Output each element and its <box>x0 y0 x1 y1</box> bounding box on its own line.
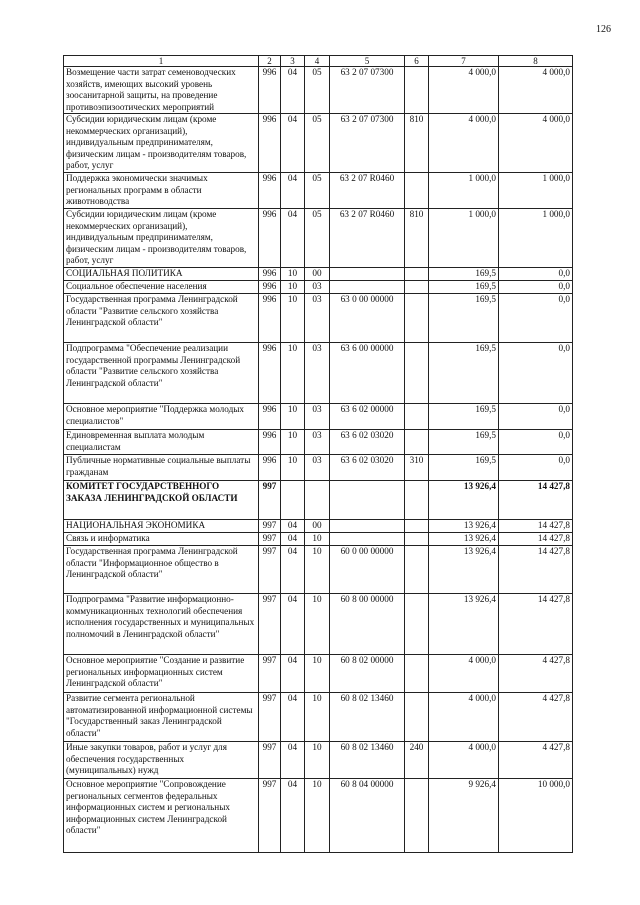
row-target-article: 63 6 02 03020 <box>330 455 405 481</box>
table-row <box>64 481 573 520</box>
row-subsection-code: 00 <box>305 520 330 533</box>
row-amount-year2: 0,0 <box>499 343 573 404</box>
row-amount-year1: 169,5 <box>429 455 499 481</box>
row-amount-year2: 14 427,8 <box>499 546 573 594</box>
row-amount-year2: 4 000,0 <box>499 114 573 173</box>
row-name: Поддержка экономически значимых региональных программ в области животноводства <box>64 173 259 209</box>
row-subsection-code: 03 <box>305 281 330 294</box>
row-name: Субсидии юридическим лицам (кроме некоммерческих организаций), индивидуальным предпринимателям, физическим лицам - производителям товаров, работ, услуг <box>64 114 259 173</box>
row-name: Социальное обеспечение населения <box>64 281 259 294</box>
row-ministry-code: 996 <box>259 430 281 455</box>
row-ministry-code: 996 <box>259 281 281 294</box>
row-subsection-code: 10 <box>305 594 330 655</box>
row-subsection-code: 10 <box>305 546 330 594</box>
budget-table <box>63 55 573 853</box>
table-row <box>64 268 573 281</box>
row-amount-year1: 4 000,0 <box>429 114 499 173</box>
row-amount-year2: 4 427,8 <box>499 742 573 779</box>
row-subsection-code: 10 <box>305 779 330 853</box>
row-subsection-code: 03 <box>305 455 330 481</box>
row-section-code: 04 <box>281 693 305 742</box>
row-expense-type <box>405 546 429 594</box>
row-name: Возмещение части затрат семеноводческих хозяйств, имеющих высокий уровень зоосанитарной защиты, на проведение противоэпизоотических мероприятий <box>64 67 259 114</box>
row-amount-year2: 4 427,8 <box>499 693 573 742</box>
row-ministry-code: 997 <box>259 742 281 779</box>
row-ministry-code: 997 <box>259 655 281 693</box>
row-amount-year1: 169,5 <box>429 294 499 343</box>
row-subsection-code: 03 <box>305 430 330 455</box>
row-amount-year1: 169,5 <box>429 404 499 430</box>
row-amount-year2: 14 427,8 <box>499 481 573 520</box>
row-subsection-code: 10 <box>305 533 330 546</box>
row-ministry-code: 997 <box>259 533 281 546</box>
row-ministry-code: 996 <box>259 209 281 268</box>
row-expense-type <box>405 430 429 455</box>
table-row <box>64 594 573 655</box>
row-ministry-code: 996 <box>259 67 281 114</box>
page-number: 126 <box>596 24 611 35</box>
row-amount-year2: 14 427,8 <box>499 594 573 655</box>
row-name: Государственная программа Ленинградской области "Информационное общество в Ленинградской области" <box>64 546 259 594</box>
row-name: КОМИТЕТ ГОСУДАРСТВЕННОГО ЗАКАЗА ЛЕНИНГРАДСКОЙ ОБЛАСТИ <box>64 481 259 520</box>
row-amount-year1: 13 926,4 <box>429 594 499 655</box>
row-expense-type <box>405 294 429 343</box>
row-amount-year1: 4 000,0 <box>429 655 499 693</box>
table-row <box>64 343 573 404</box>
row-section-code: 04 <box>281 209 305 268</box>
row-expense-type <box>405 173 429 209</box>
row-expense-type <box>405 594 429 655</box>
row-target-article: 60 0 00 00000 <box>330 546 405 594</box>
row-subsection-code: 03 <box>305 294 330 343</box>
row-ministry-code: 996 <box>259 294 281 343</box>
row-name: Связь и информатика <box>64 533 259 546</box>
column-number-row <box>64 56 573 67</box>
row-target-article <box>330 268 405 281</box>
table-row <box>64 430 573 455</box>
row-ministry-code: 997 <box>259 520 281 533</box>
row-name: Основное мероприятие "Создание и развитие региональных информационных систем Ленинградской области" <box>64 655 259 693</box>
row-expense-type <box>405 533 429 546</box>
row-subsection-code: 10 <box>305 693 330 742</box>
row-subsection-code: 05 <box>305 67 330 114</box>
row-ministry-code: 996 <box>259 455 281 481</box>
row-target-article: 63 6 00 00000 <box>330 343 405 404</box>
row-section-code: 04 <box>281 594 305 655</box>
row-amount-year2: 10 000,0 <box>499 779 573 853</box>
row-name: Основное мероприятие "Поддержка молодых специалистов" <box>64 404 259 430</box>
row-subsection-code: 03 <box>305 343 330 404</box>
column-header: 2 <box>259 56 281 67</box>
row-ministry-code: 997 <box>259 779 281 853</box>
row-subsection-code: 05 <box>305 114 330 173</box>
row-section-code: 04 <box>281 520 305 533</box>
row-subsection-code: 10 <box>305 655 330 693</box>
table-row <box>64 520 573 533</box>
row-section-code: 10 <box>281 430 305 455</box>
row-target-article: 60 8 02 00000 <box>330 655 405 693</box>
table-row <box>64 114 573 173</box>
row-section-code: 04 <box>281 114 305 173</box>
row-ministry-code: 996 <box>259 173 281 209</box>
row-expense-type <box>405 520 429 533</box>
row-name: Иные закупки товаров, работ и услуг для обеспечения государственных (муниципальных) нужд <box>64 742 259 779</box>
row-expense-type: 810 <box>405 114 429 173</box>
row-ministry-code: 997 <box>259 693 281 742</box>
row-amount-year1: 4 000,0 <box>429 67 499 114</box>
row-expense-type <box>405 655 429 693</box>
table-row <box>64 404 573 430</box>
row-amount-year2: 4 000,0 <box>499 67 573 114</box>
column-header: 6 <box>405 56 429 67</box>
row-target-article: 63 6 02 03020 <box>330 430 405 455</box>
row-amount-year2: 14 427,8 <box>499 520 573 533</box>
row-name: Подпрограмма "Обеспечение реализации государственной программы Ленинградской области "Развитие сельского хозяйства Ленинградской области" <box>64 343 259 404</box>
row-amount-year1: 169,5 <box>429 268 499 281</box>
table-row <box>64 281 573 294</box>
row-target-article: 63 2 07 R0460 <box>330 173 405 209</box>
row-amount-year1: 13 926,4 <box>429 520 499 533</box>
row-name: СОЦИАЛЬНАЯ ПОЛИТИКА <box>64 268 259 281</box>
row-subsection-code: 10 <box>305 742 330 779</box>
row-expense-type: 810 <box>405 209 429 268</box>
row-amount-year1: 4 000,0 <box>429 693 499 742</box>
row-ministry-code: 997 <box>259 481 281 520</box>
row-target-article: 60 8 02 13460 <box>330 742 405 779</box>
row-amount-year1: 169,5 <box>429 343 499 404</box>
row-section-code: 10 <box>281 268 305 281</box>
row-section-code: 10 <box>281 281 305 294</box>
row-section-code: 10 <box>281 343 305 404</box>
row-section-code: 10 <box>281 455 305 481</box>
row-amount-year1: 169,5 <box>429 430 499 455</box>
row-expense-type: 240 <box>405 742 429 779</box>
row-amount-year2: 1 000,0 <box>499 209 573 268</box>
table-row <box>64 779 573 853</box>
row-ministry-code: 996 <box>259 268 281 281</box>
row-target-article <box>330 481 405 520</box>
row-section-code: 04 <box>281 533 305 546</box>
row-expense-type <box>405 268 429 281</box>
row-ministry-code: 996 <box>259 114 281 173</box>
row-amount-year2: 4 427,8 <box>499 655 573 693</box>
column-header: 3 <box>281 56 305 67</box>
table-row <box>64 173 573 209</box>
row-amount-year1: 13 926,4 <box>429 481 499 520</box>
row-section-code: 04 <box>281 173 305 209</box>
row-subsection-code: 05 <box>305 173 330 209</box>
column-header: 8 <box>499 56 573 67</box>
row-name: Государственная программа Ленинградской области "Развитие сельского хозяйства Ленинградской области" <box>64 294 259 343</box>
row-name: Развитие сегмента региональной автоматизированной информационной системы "Государственный заказ Ленинградской области" <box>64 693 259 742</box>
row-target-article: 60 8 04 00000 <box>330 779 405 853</box>
row-section-code: 04 <box>281 546 305 594</box>
row-expense-type <box>405 343 429 404</box>
row-amount-year2: 0,0 <box>499 404 573 430</box>
row-section-code: 10 <box>281 294 305 343</box>
column-header: 1 <box>64 56 259 67</box>
table-row <box>64 209 573 268</box>
row-target-article: 63 2 07 07300 <box>330 67 405 114</box>
row-name: Подпрограмма "Развитие информационно-коммуникационных технологий обеспечения исполнения государственных и муниципальных полномочий в Ленинградской области" <box>64 594 259 655</box>
row-amount-year2: 14 427,8 <box>499 533 573 546</box>
row-name: Единовременная выплата молодым специалистам <box>64 430 259 455</box>
row-amount-year1: 4 000,0 <box>429 742 499 779</box>
row-amount-year1: 9 926,4 <box>429 779 499 853</box>
row-name: Субсидии юридическим лицам (кроме некоммерческих организаций), индивидуальным предпринимателям, физическим лицам - производителям товаров, работ, услуг <box>64 209 259 268</box>
row-amount-year1: 1 000,0 <box>429 173 499 209</box>
row-expense-type <box>405 779 429 853</box>
row-target-article: 60 8 00 00000 <box>330 594 405 655</box>
row-subsection-code: 05 <box>305 209 330 268</box>
table-row <box>64 546 573 594</box>
row-target-article: 63 0 00 00000 <box>330 294 405 343</box>
row-amount-year2: 0,0 <box>499 430 573 455</box>
row-ministry-code: 996 <box>259 404 281 430</box>
row-name: Основное мероприятие "Сопровождение региональных сегментов федеральных информационных систем и региональных информационных систем Ленинградской области" <box>64 779 259 853</box>
table-row <box>64 533 573 546</box>
row-subsection-code <box>305 481 330 520</box>
row-amount-year2: 0,0 <box>499 281 573 294</box>
row-target-article: 63 2 07 07300 <box>330 114 405 173</box>
row-target-article: 60 8 02 13460 <box>330 693 405 742</box>
row-expense-type: 310 <box>405 455 429 481</box>
row-expense-type <box>405 481 429 520</box>
row-target-article <box>330 533 405 546</box>
row-section-code: 04 <box>281 779 305 853</box>
row-section-code: 04 <box>281 67 305 114</box>
row-expense-type <box>405 404 429 430</box>
row-amount-year1: 1 000,0 <box>429 209 499 268</box>
row-amount-year2: 0,0 <box>499 455 573 481</box>
row-amount-year1: 13 926,4 <box>429 546 499 594</box>
row-amount-year1: 169,5 <box>429 281 499 294</box>
row-target-article: 63 6 02 00000 <box>330 404 405 430</box>
row-amount-year2: 0,0 <box>499 294 573 343</box>
row-expense-type <box>405 281 429 294</box>
table-row <box>64 294 573 343</box>
table-row <box>64 455 573 481</box>
row-expense-type <box>405 693 429 742</box>
row-section-code <box>281 481 305 520</box>
column-header: 7 <box>429 56 499 67</box>
row-target-article: 63 2 07 R0460 <box>330 209 405 268</box>
row-ministry-code: 997 <box>259 594 281 655</box>
table-row <box>64 67 573 114</box>
row-name: Публичные нормативные социальные выплаты гражданам <box>64 455 259 481</box>
row-target-article <box>330 520 405 533</box>
row-amount-year2: 0,0 <box>499 268 573 281</box>
row-subsection-code: 00 <box>305 268 330 281</box>
row-name: НАЦИОНАЛЬНАЯ ЭКОНОМИКА <box>64 520 259 533</box>
row-amount-year1: 13 926,4 <box>429 533 499 546</box>
column-header: 5 <box>330 56 405 67</box>
row-ministry-code: 996 <box>259 343 281 404</box>
table-row <box>64 742 573 779</box>
table-row <box>64 655 573 693</box>
table-row <box>64 693 573 742</box>
row-section-code: 04 <box>281 655 305 693</box>
row-expense-type <box>405 67 429 114</box>
row-target-article <box>330 281 405 294</box>
row-subsection-code: 03 <box>305 404 330 430</box>
row-ministry-code: 997 <box>259 546 281 594</box>
row-section-code: 10 <box>281 404 305 430</box>
column-header: 4 <box>305 56 330 67</box>
row-amount-year2: 1 000,0 <box>499 173 573 209</box>
row-section-code: 04 <box>281 742 305 779</box>
